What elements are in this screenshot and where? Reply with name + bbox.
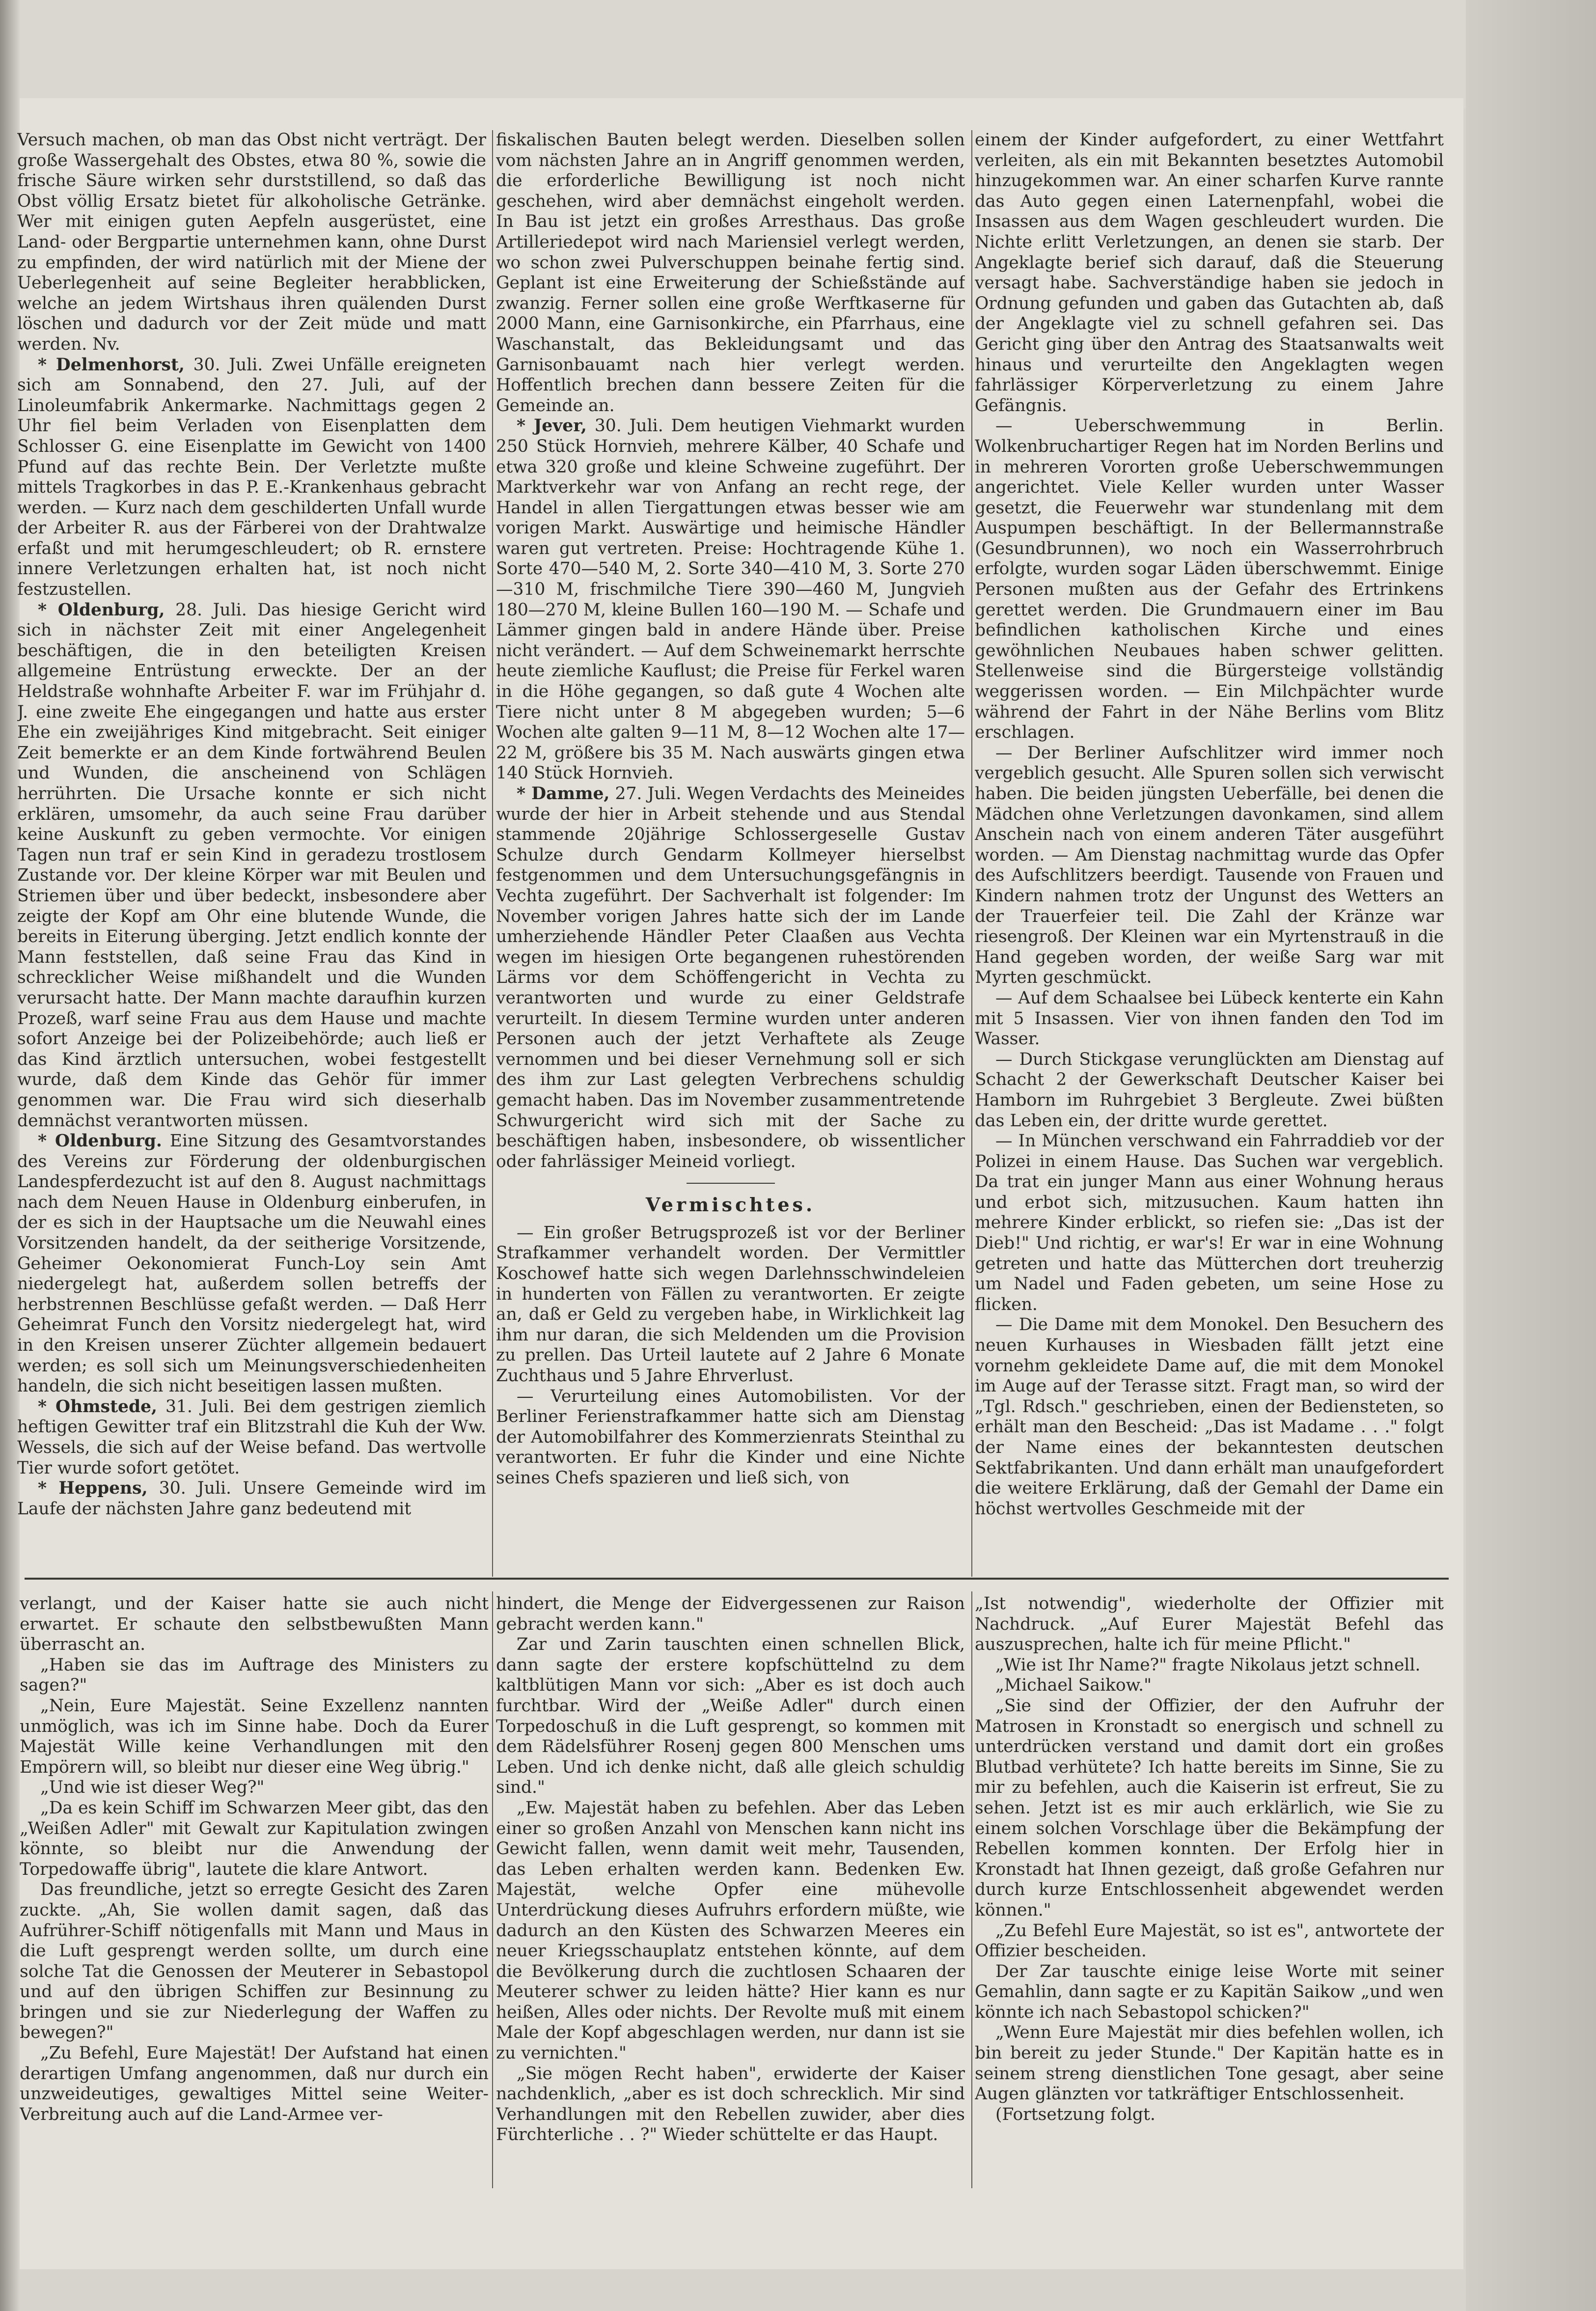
paragraph-text: „Zu Befehl, Eure Majestät! Der Aufstand hat einen derartigen Umfang angenommen, daß nur durch ein unzweideutiges, gewaltiges Mittel seine Weiter-Verbreitung auch auf die Land-Armee ver- bbox=[20, 2043, 489, 2124]
paragraph-text: — Auf dem Schaalsee bei Lübeck kenterte ein Kahn mit 5 Insassen. Vier von ihnen fanden den Tod im Wasser. bbox=[975, 988, 1444, 1049]
paragraph-text: „Ist notwendig", wiederholte der Offizier mit Nachdruck. „Auf Eurer Majestät Befehl das auszusprechen, halte ich für meine Pflicht." bbox=[975, 1594, 1444, 1655]
paragraph-text: „Michael Saikow." bbox=[995, 1675, 1152, 1696]
article-paragraph bbox=[17, 1397, 486, 1478]
paragraph-text: 30. Juli. Unsere Gemeinde wird im Laufe der nächsten Jahre ganz bedeutend mit bbox=[17, 1478, 486, 1519]
paragraph-text: — Durch Stickgase verunglückten am Dienstag auf Schacht 2 der Gewerkschaft Deutscher Kaiser bei Hamborn im Ruhrgebiet 3 Bergleute. Zwei büßten das Leben ein, der dritte wurde gerettet. bbox=[975, 1049, 1444, 1131]
article-paragraph bbox=[17, 1131, 486, 1397]
lower-column-2 bbox=[496, 1594, 965, 2183]
paragraph-text: fiskalischen Bauten belegt werden. Dieselben sollen vom nächsten Jahre an in Angriff genommen werden, die erforderliche Bewilligung ist noch nicht geschehen, wird aber demnächst eingeholt werden. In Bau ist jetzt ein großes Arresthaus. Das große Artilleriedepot wird nach Mariensiel verlegt werden, wo schon zwei Pulverschuppen beinahe fertig sind. Geplant ist eine Erweiterung der Schießstände auf zwanzig. Ferner sollen eine große Werftkaserne für 2000 Mann, eine Garnisonkirche, ein Pfarrhaus, eine Waschanstalt, das Bekleidungsamt und das Garnisonbauamt nach hier verlegt werden. Hoffentlich brechen dann bessere Zeiten für die Gemeinde an. bbox=[496, 130, 965, 416]
paragraph-text: 30. Juli. Zwei Unfälle ereigneten sich am Sonnabend, den 27. Juli, auf der Linoleumfabrik Ankermarke. Nachmittags gegen 2 Uhr fiel beim Verladen von Eisenplatten dem Schlosser G. eine Eisenplatte im Gewicht von 1400 Pfund auf das rechte Bein. Der Verletzte mußte mittels Tragkorbes in das P. E.-Krankenhaus gebracht werden. — Kurz nach dem geschilderten Unfall wurde der Arbeiter R. aus der Färberei von der Drahtwalze erfaßt und mit herumgeschleudert; ob R. ernstere innere Verletzungen erhalten hat, ist noch nicht festzustellen. bbox=[17, 355, 486, 600]
paragraph-text: 30. Juli. Dem heutigen Viehmarkt wurden 250 Stück Hornvieh, mehrere Kälber, 40 Schafe und etwa 320 große und kleine Schweine zugeführt. Der Marktverkehr war von Anfang an recht rege, der Handel in allen Tiergattungen etwas besser wie am vorigen Markt. Auswärtige und heimische Händler waren gut vertreten. Preise: Hochtragende Kühe 1. Sorte 470—540 M, 2. Sorte 340—410 M, 3. Sorte 270—310 M, frischmilche Tiere 390—460 M, Jungvieh 180—270 M, kleine Bullen 160—190 M. — Schafe und Lämmer gingen bald in andere Hände über. Preise nicht verändert. — Auf dem Schweinemarkt herrschte heute ziemliche Kauflust; die Preise für Ferkel waren in die Höhe gegangen, so daß gute 4 Wochen alte Tiere nicht unter 8 M abgegeben wurden; 5—6 Wochen alte galten 9—11 M, 8—12 Wochen alte 17—22 M, größere bis 35 M. Nach auswärts gingen etwa 140 Stück Hornvieh. bbox=[496, 416, 965, 783]
paragraph-text: „Wenn Eure Majestät mir dies befehlen wollen, ich bin bereit zu jeder Stunde." Der Kapitän hatte es in seinem streng dienstlichen Tone gesagt, aber seine Augen glänzten vor tatkräftiger Entschlossenheit. bbox=[975, 2023, 1444, 2104]
article-paragraph bbox=[496, 1387, 965, 1489]
article-paragraph bbox=[496, 130, 965, 416]
paragraph-text: — Die Dame mit dem Monokel. Den Besuchern des neuen Kurhauses in Wiesbaden fällt jetzt eine vornehm gekleidete Dame auf, die mit dem Monokel im Auge auf der Terasse sitzt. Fragt man, so wird der „Tgl. Rdsch." geschrieben, einen der Bediensteten, so erhält man den Bescheid: „Das ist Madame . . ." folgt der Name eines der bekanntesten deutschen Sektfabrikanten. Und dann erhält man unaufgefordert die weitere Erklärung, daß der Gemahl der Dame ein höchst wertvolles Geschmeide mit der bbox=[975, 1315, 1444, 1519]
paragraph-text: Versuch machen, ob man das Obst nicht verträgt. Der große Wassergehalt des Obstes, etwa 80 %, sowie die frische Säure wirken sehr durststillend, so daß das Obst völlig Ersatz bietet für alkoholische Getränke. Wer mit einigen guten Aepfeln ausgerüstet, eine Land- oder Bergpartie unternehmen kann, ohne Durst zu empfinden, der wird natürlich mit der Miene der Ueberlegenheit auf seine Begleiter herabblicken, welche an jedem Wirtshaus ihren quälenden Durst löschen und dadurch vor der Zeit müde und matt werden. Nv. bbox=[17, 130, 486, 354]
paragraph-text: (Fortsetzung folgt. bbox=[995, 2104, 1156, 2124]
article-paragraph bbox=[975, 130, 1444, 416]
article-paragraph bbox=[20, 1594, 489, 1655]
paragraph-text: „Sie sind der Offizier, der den Aufruhr der Matrosen in Kronstadt so energisch und schnell zu unterdrücken verstand und damit dort ein großes Blutbad verhütete? Ich hatte bereits im Sinne, Sie zu mir zu befehlen, auch die Kaiserin ist erfreut, Sie zu sehen. Jetzt ist es mir auch erklärlich, wie Sie zu einem solchen Vorschlage über die Bekämpfung der Rebellen kommen konnten. Der Erfolg hier in Kronstadt hat Ihnen gezeigt, daß große Gefahren nur durch kurze Entschlossenheit abgewendet werden können." bbox=[975, 1696, 1444, 1920]
dateline: * Jever, bbox=[517, 416, 587, 436]
paragraph-text: 27. Juli. Wegen Verdachts des Meineides wurde der hier in Arbeit stehende und aus Stendal stammende 20jährige Schlossergeselle Gustav Schulze durch Gendarm Kollmeyer hierselbst festgenommen und dem Untersuchungsgefängnis in Vechta zugeführt. Der Sachverhalt ist folgender: Im November vorigen Jahres hatte sich der im Lande umherziehende Händler Peter Claaßen aus Vechta wegen im hiesigen Orte begangenen ruhestörenden Lärms vor dem Schöffengericht in Vechta zu verantworten und wurde zu einer Geldstrafe verurteilt. In diesem Termine wurden unter anderen Personen auch der jetzt Verhaftete als Zeuge vernommen und bei dieser Vernehmung soll er sich des ihm zur Last gelegten Verbrechens schuldig gemacht haben. Das im November zusammentretende Schwurgericht wird sich mit der Sache zu beschäftigen haben, insbesondere, ob wissentlicher oder fahrlässiger Meineid vorliegt. bbox=[496, 784, 965, 1171]
article-paragraph bbox=[496, 1223, 965, 1387]
article-paragraph bbox=[975, 1675, 1444, 1696]
article-paragraph bbox=[20, 1880, 489, 2043]
dateline: * Damme, bbox=[517, 784, 610, 804]
binding-gutter bbox=[0, 0, 20, 2311]
article-paragraph bbox=[975, 1594, 1444, 1655]
upper-column-1 bbox=[17, 130, 486, 1562]
article-paragraph bbox=[975, 1921, 1444, 1962]
article-paragraph bbox=[496, 416, 965, 784]
article-paragraph bbox=[975, 2023, 1444, 2104]
upper-column-2 bbox=[496, 130, 965, 1562]
paragraph-text: 28. Juli. Das hiesige Gericht wird sich in nächster Zeit mit einer Angelegenheit beschäftigen, die in den beteiligten Kreisen allgemeine Entrüstung erweckte. Der an der Heldstraße wohnhafte Arbeiter F. war im Frühjahr d. J. eine zweite Ehe eingegangen und hatte aus erster Ehe ein zweijähriges Kind mitgebracht. Seit einiger Zeit bemerkte er an dem Kinde fortwährend Beulen und Wunden, die anscheinend von Schlägen herrührten. Die Ursache konnte er sich nicht erklären, umsomehr, da auch seine Frau darüber keine Auskunft zu geben vermochte. Vor einigen Tagen nun traf er sein Kind in geradezu trostlosem Zustande vor. Der kleine Körper war mit Beulen und Striemen über und über bedeckt, insbesondere aber zeigte der Kopf am Ohr eine blutende Wunde, die bereits in Eiterung überging. Jetzt endlich konnte der Mann feststellen, daß seine Frau das Kind in schrecklicher Weise mißhandelt und die Wunden verursacht hatte. Der Mann machte daraufhin kurzen Prozeß, warf seine Frau aus dem Hause und machte sofort Anzeige bei der Polizeibehörde; auch ließ er das Kind ärztlich untersuchen, wobei festgestellt wurde, daß dem Kinde das Gehör für immer genommen war. Die Frau wird sich dieserhalb demnächst verantworten müssen. bbox=[17, 600, 486, 1131]
upper-column-3 bbox=[975, 130, 1444, 1562]
dateline: * Oldenburg. bbox=[38, 1131, 162, 1151]
article-paragraph bbox=[17, 1478, 486, 1519]
paragraph-text: Der Zar tauschte einige leise Worte mit seiner Gemahlin, dann sagte er zu Kapitän Saikow „und wen könnte ich nach Sebastopol schicken?" bbox=[975, 1961, 1444, 2022]
article-paragraph bbox=[975, 1962, 1444, 2023]
article-paragraph bbox=[20, 1778, 489, 1798]
article-paragraph bbox=[17, 355, 486, 600]
article-paragraph bbox=[975, 1131, 1444, 1315]
paragraph-text: „Nein, Eure Majestät. Seine Exzellenz nannten unmöglich, was ich im Sinne habe. Doch da Eurer Majestät Wille keine Verhandlungen mit den Empörern will, so bleibt nur dieser eine Weg übrig." bbox=[20, 1696, 489, 1777]
article-paragraph bbox=[20, 1655, 489, 1696]
paragraph-text: „Und wie ist dieser Weg?" bbox=[40, 1778, 265, 1798]
paragraph-text: „Wie ist Ihr Name?" fragte Nikolaus jetzt schnell. bbox=[995, 1655, 1421, 1675]
article-paragraph bbox=[975, 988, 1444, 1050]
article-paragraph bbox=[496, 1798, 965, 2064]
section-heading: Vermischtes. bbox=[645, 1194, 816, 1216]
lower-column-1 bbox=[20, 1594, 489, 2183]
dateline: * Oldenburg, bbox=[38, 600, 165, 620]
article-paragraph bbox=[975, 2105, 1444, 2125]
article-paragraph bbox=[20, 1798, 489, 1880]
feuilleton-divider bbox=[25, 1578, 1449, 1580]
article-paragraph bbox=[496, 1635, 965, 1798]
article-paragraph bbox=[496, 2064, 965, 2145]
article-paragraph bbox=[975, 1696, 1444, 1921]
dateline: * Delmenhorst, bbox=[38, 355, 185, 375]
paragraph-text: einem der Kinder aufgefordert, zu einer Wettfahrt verleiten, als ein mit Bekannten besetztes Automobil hinzugekommen war. An einer scharfen Kurve rannte das Auto gegen einen Laternenpfahl, wobei die Insassen aus dem Wagen geschleudert wurden. Die Nichte erlitt Verletzungen, an denen sie starb. Der Angeklagte berief sich darauf, daß die Steuerung versagt habe. Sachverständige haben sie jedoch in Ordnung gefunden und gaben das Gutachten ab, daß der Angeklagte viel zu schnell gefahren sei. Das Gericht ging über den Antrag des Staatsanwalts weit hinaus und verurteilte den Angeklagten wegen fahrlässiger Körperverletzung zu einem Jahre Gefängnis. bbox=[975, 130, 1444, 416]
paragraph-text: „Haben sie das im Auftrage des Ministers zu sagen?" bbox=[20, 1655, 489, 1696]
paragraph-text: verlangt, und der Kaiser hatte sie auch nicht erwartet. Er schaute den selbstbewußten Mann überrascht an. bbox=[20, 1594, 489, 1655]
article-paragraph bbox=[20, 2043, 489, 2125]
column-rule bbox=[492, 1591, 493, 2188]
paragraph-text: — In München verschwand ein Fahrraddieb vor der Polizei in einem Hause. Das Suchen war vergeblich. Da trat ein junger Mann aus einer Wohnung heraus und erbot sich, mitzusuchen. Kaum hatten ihn mehrere Kinder erblickt, so riefen sie: „Das ist der Dieb!" Und richtig, er war's! Er war in eine Wohnung getreten und hatte das Mütterchen dort treuherzig um Nadel und Faden gebeten, um seine Hose zu flicken. bbox=[975, 1131, 1444, 1314]
dateline: * Ohmstede, bbox=[38, 1396, 158, 1417]
article-paragraph bbox=[975, 416, 1444, 743]
article-paragraph bbox=[17, 600, 486, 1131]
top-margin bbox=[20, 0, 1466, 108]
lower-column-3 bbox=[975, 1594, 1444, 2183]
article-paragraph bbox=[20, 1696, 489, 1778]
paragraph-text: — Der Berliner Aufschlitzer wird immer noch vergeblich gesucht. Alle Spuren sollen sich verwischt haben. Die beiden jüngsten Ueberfälle, bei denen die Mädchen ohne Verletzungen davonkamen, sind allem Anschein nach von einem anderen Täter ausgeführt worden. — Am Dienstag nachmittag wurde das Opfer des Aufschlitzers beerdigt. Tausende von Frauen und Kindern nahmen trotz der Ungunst des Wetters an der Trauerfeier teil. Die Zahl der Kränze war riesengroß. Der Kleinen war ein Myrtenstrauß in die Hand gegeben worden, der weiße Sarg war mit Myrten geschmückt. bbox=[975, 743, 1444, 988]
article-paragraph bbox=[975, 1050, 1444, 1131]
paragraph-text: Eine Sitzung des Gesamtvorstandes des Vereins zur Förderung der oldenburgischen Landespferdezucht ist auf den 8. August nachmittags nach dem Neuen Hause in Oldenburg einberufen, in der es sich in der Hauptsache um die Neuwahl eines Vorsitzenden handelt, da der seitherige Vorsitzende, Geheimer Oekonomierat Funch-Loy sein Amt niedergelegt hat, außerdem sollen betreffs der herbstrennen Beschlüsse gefaßt werden. — Daß Herr Geheimrat Funch den Vorsitz niedergelegt hat, wird in den Kreisen unserer Züchter allgemein bedauert werden; es soll sich um Meinungsverschiedenheiten handeln, die sich nicht beseitigen lassen mußten. bbox=[17, 1131, 486, 1396]
column-rule bbox=[971, 130, 972, 1577]
article-paragraph bbox=[496, 1594, 965, 1635]
article-paragraph bbox=[496, 784, 965, 1172]
paragraph-text: Zar und Zarin tauschten einen schnellen Blick, dann sagte der erstere kopfschüttelnd zu dem kaltblütigen Mann vor sich: „Aber es ist doch auch furchtbar. Wird der „Weiße Adler" durch einen Torpedoschuß in die Luft gesprengt, so kommen mit dem Rädelsführer Rosenj gegen 800 Menschen ums Leben. Und ich denke nicht, daß alle gleich schuldig sind." bbox=[496, 1635, 965, 1798]
paragraph-text: „Ew. Majestät haben zu befehlen. Aber das Leben einer so großen Anzahl von Menschen kann nicht ins Gewicht fallen, wenn damit weit mehr, Tausenden, das Leben erhalten werden kann. Bedenken Ew. Majestät, welche Opfer eine mühevolle Unterdrückung dieses Aufruhrs erfordern müßte, wie dadurch an den Küsten des Schwarzen Meeres ein neuer Kriegsschauplatz entstehen könnte, auf dem die Bevölkerung durch die zuchtlosen Schaaren der Meuterer schwer zu leiden hätte? Hier kann es nur heißen, Alles oder nichts. Der Revolte muß mit einem Male der Kopf abgeschlagen werden, nur dann ist sie zu vernichten." bbox=[496, 1798, 965, 2063]
paragraph-text: „Sie mögen Recht haben", erwiderte der Kaiser nachdenklich, „aber es ist doch schrecklich. Mir sind Verhandlungen mit den Rebellen zuwider, aber dies Fürchterliche . . ?" Wieder schüttelte er das Haupt. bbox=[496, 2063, 965, 2145]
paragraph-text: — Ein großer Betrugsprozeß ist vor der Berliner Strafkammer verhandelt worden. Der Vermittler Koschowef hatte sich wegen Darlehnsschwindeleien in hunderten von Fällen zu verantworten. Er zeigte an, daß er Geld zu vergeben habe, in Wirklichkeit lag ihm nur daran, die sich Meldenden um die Provision zu prellen. Das Urteil lautete auf 2 Jahre 6 Monate Zuchthaus und 5 Jahre Ehrverlust. bbox=[496, 1223, 965, 1386]
article-paragraph bbox=[975, 743, 1444, 988]
paragraph-text: Das freundliche, jetzt so erregte Gesicht des Zaren zuckte. „Ah, Sie wollen damit sagen, daß das Aufrührer-Schiff nötigenfalls mit Mann und Maus in die Luft gesprengt werden sollte, um durch eine solche Tat die Genossen der Meuterer in Sebastopol und auf den übrigen Schiffen zur Besinnung zu bringen und sie zur Niederlegung der Waffen zu bewegen?" bbox=[20, 1880, 489, 2043]
column-rule bbox=[492, 130, 493, 1577]
article-paragraph bbox=[975, 1315, 1444, 1519]
article-paragraph bbox=[17, 130, 486, 355]
paragraph-text: hindert, die Menge der Eidvergessenen zur Raison gebracht werden kann." bbox=[496, 1594, 965, 1634]
paragraph-text: „Da es kein Schiff im Schwarzen Meer gibt, das den „Weißen Adler" mit Gewalt zur Kapitulation zwingen könnte, so bleibt nur die Anwendung der Torpedowaffe übrig", lautete die klare Antwort. bbox=[20, 1798, 489, 1879]
paragraph-text: — Ueberschwemmung in Berlin. Wolkenbruchartiger Regen hat im Norden Berlins und in mehreren Vororten große Ueberschwemmungen angerichtet. Viele Keller wurden unter Wasser gesetzt, die Feuerwehr war stundenlang mit dem Auspumpen beschäftigt. In der Bellermannstraße (Gesundbrunnen), wo noch ein Wasserrohrbruch erfolgte, wurden sogar Läden überschwemmt. Einige Personen mußten aus der Gefahr des Ertrinkens gerettet werden. Die Grundmauern einer im Bau befindlichen katholischen Kirche und eines gewöhnlichen Neubaues haben schwer gelitten. Stellenweise sind die Bürgersteige vollständig weggerissen worden. — Ein Milchpächter wurde während der Fahrt in der Nähe Berlins vom Blitz erschlagen. bbox=[975, 416, 1444, 743]
short-rule bbox=[687, 1183, 775, 1184]
paragraph-text: — Verurteilung eines Automobilisten. Vor der Berliner Ferienstrafkammer hatte sich am Dienstag der Automobilfahrer des Kommerzienrats Steinthal zu verantworten. Er fuhr die Kinder und eine Nichte seines Chefs spazieren und ließ sich, von bbox=[496, 1386, 965, 1488]
article-paragraph bbox=[975, 1655, 1444, 1676]
column-rule bbox=[971, 1591, 972, 2188]
dateline: * Heppens, bbox=[38, 1478, 148, 1499]
paragraph-text: 31. Juli. Bei dem gestrigen ziemlich heftigen Gewitter traf ein Blitzstrahl die Kuh der Ww. Wessels, die sich auf der Weise befand. Das wertvolle Tier wurde sofort getötet. bbox=[17, 1396, 486, 1478]
right-margin bbox=[1466, 0, 1596, 2311]
paragraph-text: „Zu Befehl Eure Majestät, so ist es", antwortete der Offizier bescheiden. bbox=[975, 1921, 1444, 1961]
